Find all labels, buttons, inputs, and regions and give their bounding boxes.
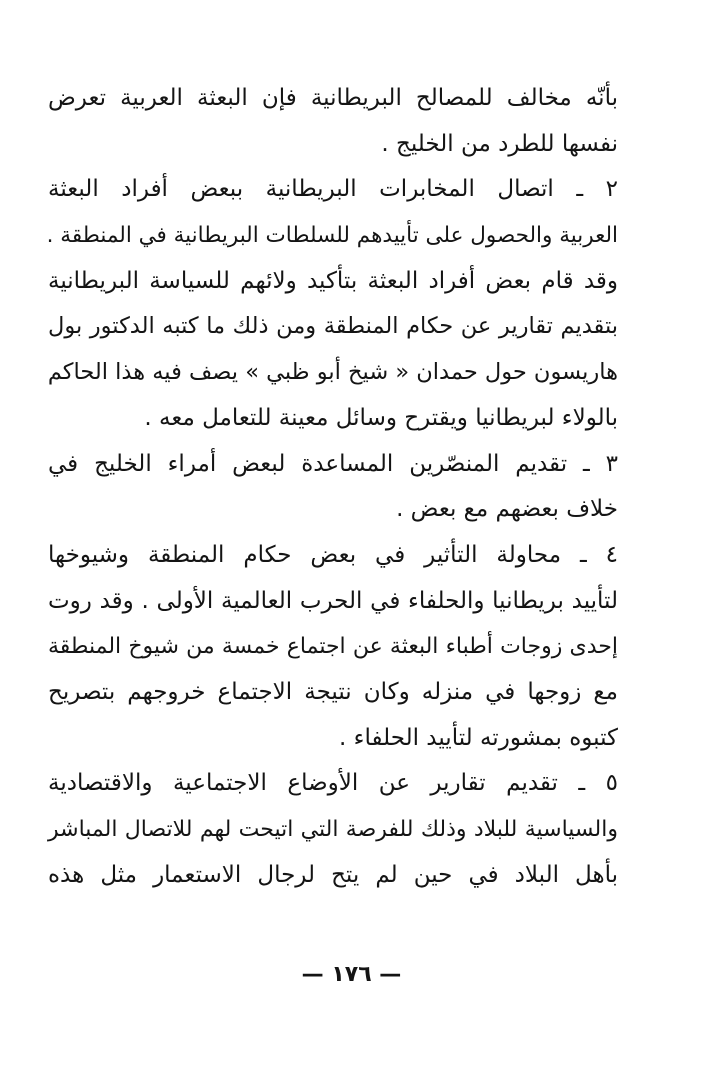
text-line: إحدى زوجات أطباء البعثة عن اجتماع خمسة من شيوخ المنطقة: [48, 634, 618, 660]
text-line: العربية والحصول على تأييدهم للسلطات البريطانية في المنطقة .: [46, 223, 618, 249]
page-number: — ١٧٦ —: [301, 962, 402, 987]
list-item-5-line: ٥ ـ تقديم تقارير عن الأوضاع الاجتماعية والاقتصادية: [48, 770, 618, 797]
list-item-3-line: ٣ ـ تقديم المنصّرين المساعدة لبعض أمراء الخليج في: [48, 450, 618, 477]
text-line: والسياسية للبلاد وذلك للفرصة التي اتيحت لهم للاتصال المباشر: [48, 817, 618, 842]
text-line: بأهل البلاد في حين لم يتح لرجال الاستعمار مثل هذه: [48, 861, 618, 888]
text-line: بأنّه مخالف للمصالح البريطانية فإن البعثة العربية تعرض: [48, 85, 618, 111]
body-text: [48, 76, 618, 898]
text-line: نفسها للطرد من الخليج .: [381, 130, 618, 157]
text-line: بتقديم تقارير عن حكام المنطقة ومن ذلك ما كتبه الدكتور بول: [48, 313, 618, 340]
text-line: كتبوه بمشورته لتأييد الحلفاء .: [339, 724, 618, 751]
text-line: وقد قام بعض أفراد البعثة بتأكيد ولائهم للسياسة البريطانية: [48, 267, 618, 294]
text-line: لتأييد بريطانيا والحلفاء في الحرب العالمية الأولى . وقد روت: [48, 587, 618, 614]
list-item-2-line: ٢ ـ اتصال المخابرات البريطانية ببعض أفراد البعثة: [48, 176, 618, 203]
text-line: هاريسون حول حمدان « شيخ أبو ظبي » يصف فيه هذا الحاكم: [47, 359, 618, 386]
text-line: خلاف بعضهم مع بعض .: [396, 496, 618, 523]
text-line: بالولاء لبريطانيا ويقترح وسائل معينة للتعامل معه .: [144, 404, 618, 431]
list-item-4-line: ٤ ـ محاولة التأثير في بعض حكام المنطقة وشيوخها: [48, 541, 618, 568]
text-line: مع زوجها في منزله وكان نتيجة الاجتماع خروجهم بتصريح: [48, 678, 618, 705]
